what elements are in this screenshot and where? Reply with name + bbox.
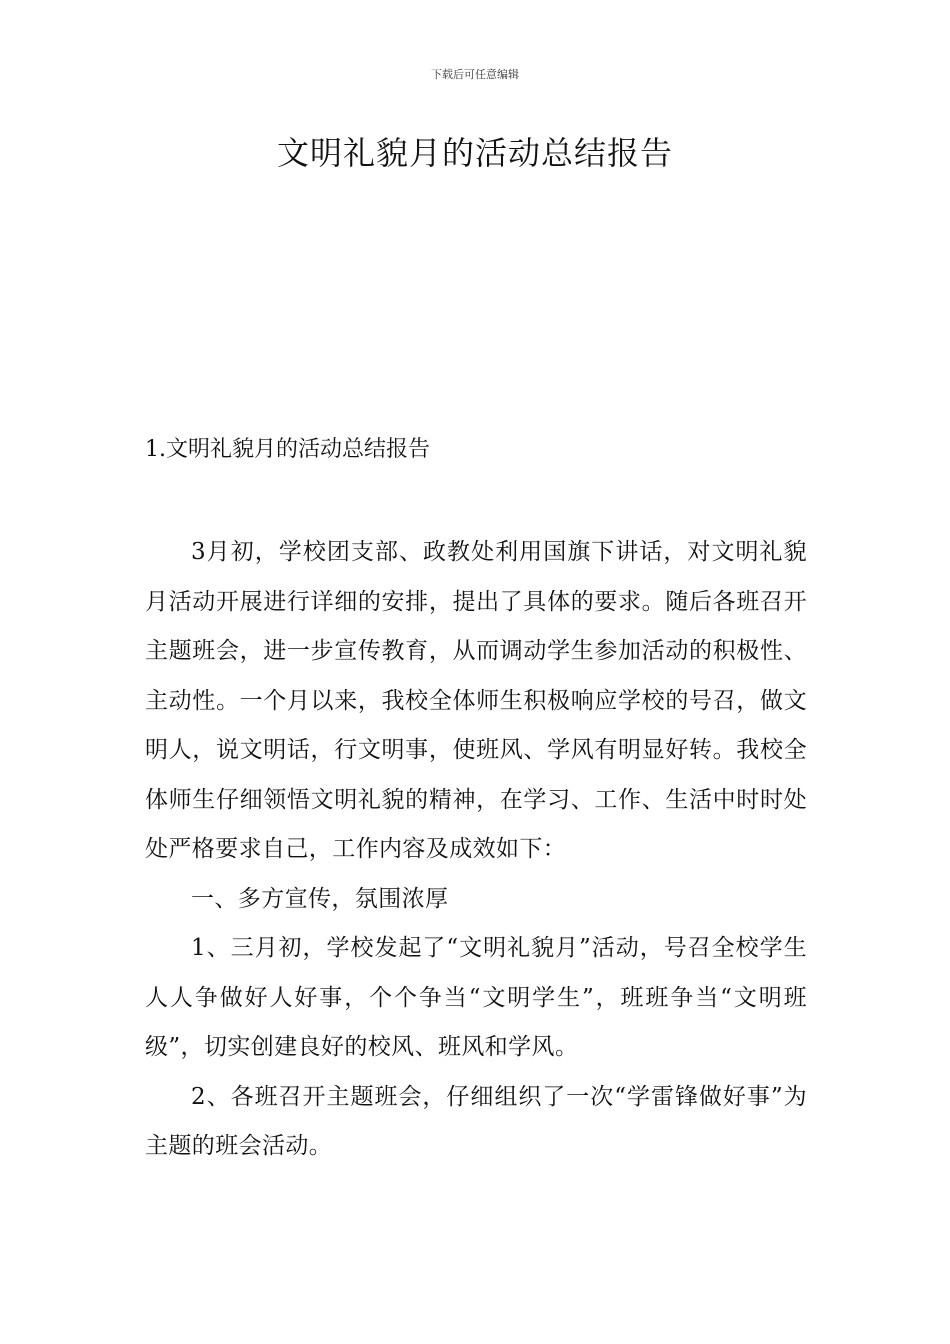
body-text	[145, 528, 807, 1172]
paragraph-item-2: 2、各班召开主题班会，仔细组织了一次“学雷锋做好事”为主题的班会活动。	[145, 1083, 807, 1159]
document-title: 文明礼貌月的活动总结报告	[276, 134, 673, 172]
header-note: 下载后可任意编辑	[431, 68, 519, 81]
paragraph-heading-one: 一、多方宣传，氛围浓厚	[191, 885, 449, 912]
section-title: 1.文明礼貌月的活动总结报告	[145, 437, 430, 462]
paragraph-item-1: 1、三月初，学校发起了“文明礼貌月”活动，号召全校学生人人争做好人好事，个个争当“文明学生”，班班争当“文明班级”，切实创建良好的校风、班风和学风。	[145, 935, 807, 1060]
paragraph-intro: 3月初，学校团支部、政教处利用国旗下讲话，对文明礼貌月活动开展进行详细的安排，提出了具体的要求。随后各班召开主题班会，进一步宣传教育，从而调动学生参加活动的积极性、主动性。一个月以来，我校全体师生积极响应学校的号召，做文明人，说文明话，行文明事，使班风、学风有明显好转。我校全体师生仔细领悟文明礼貌的精神，在学习、工作、生活中时时处处严格要求自己，工作内容及成效如下：	[145, 539, 807, 862]
